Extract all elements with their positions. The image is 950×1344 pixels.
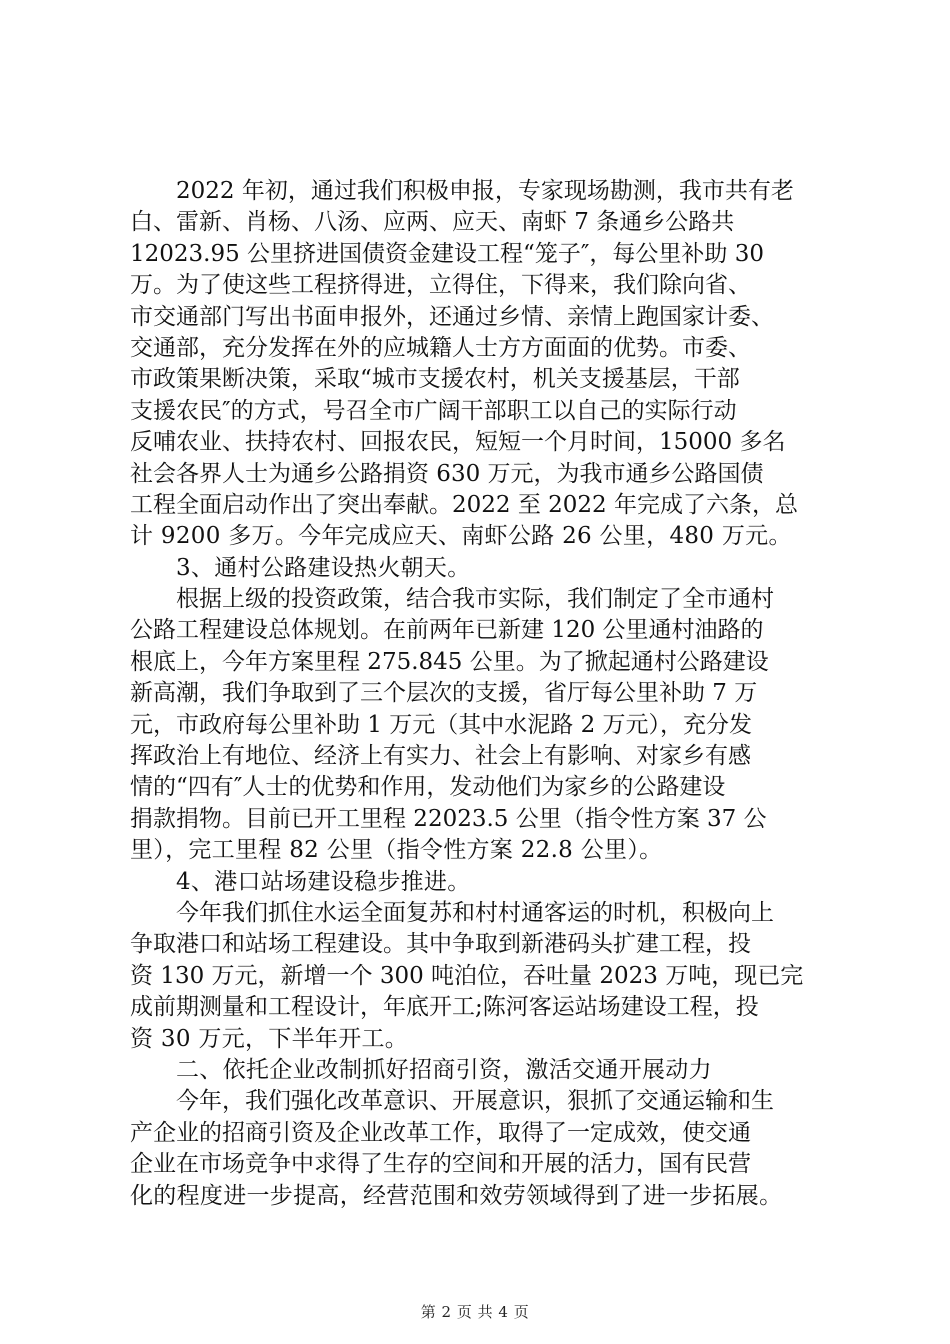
text-line: 公路工程建设总体规划。在前两年已新建 120 公里通村油路的	[130, 617, 764, 644]
paragraph-first-line: 4、港口站场建设稳步推进。	[176, 868, 471, 895]
paragraph-first-line: 3、通村公路建设热火朝天。	[176, 554, 471, 581]
text-line: 情的“四有″人士的优势和作用，发动他们为家乡的公路建设	[130, 774, 726, 801]
text-line: 根底上，今年方案里程 275.845 公里。为了掀起通村公路建设	[130, 648, 769, 675]
text-line: 交通部，充分发挥在外的应城籍人士方方面面的优势。市委、	[130, 334, 751, 361]
text-line: 万。为了使这些工程挤得进，立得住，下得来，我们除向省、	[130, 272, 751, 299]
text-line: 挥政治上有地位、经济上有实力、社会上有影响、对家乡有感	[130, 743, 751, 770]
text-line: 成前期测量和工程设计，年底开工;陈河客运站场建设工程，投	[130, 994, 759, 1021]
text-line: 支援农民″的方式，号召全市广阔干部职工以自己的实际行动	[130, 397, 737, 424]
text-line: 捐款捐物。目前已开工里程 22023.5 公里（指令性方案 37 公	[130, 805, 767, 832]
text-line: 白、雷新、肖杨、八汤、应两、应天、南虾 7 条通乡公路共	[130, 209, 735, 236]
text-line: 元，市政府每公里补助 1 万元（其中水泥路 2 万元），充分发	[130, 711, 753, 738]
paragraph-first-line: 根据上级的投资政策，结合我市实际，我们制定了全市通村	[176, 586, 774, 613]
text-line: 里），完工里程 82 公里（指令性方案 22.8 公里）。	[130, 837, 663, 864]
document-body	[130, 176, 850, 1212]
page-footer: 第 2 页 共 4 页	[420, 1303, 530, 1321]
text-line: 12023.95 公里挤进国债资金建设工程“笼子″，每公里补助 30	[130, 240, 764, 267]
text-line: 资 30 万元，下半年开工。	[130, 1025, 409, 1052]
paragraph-first-line: 今年，我们强化改革意识、开展意识，狠抓了交通运输和生	[176, 1088, 774, 1115]
text-line: 反哺农业、扶持农村、回报农民，短短一个月时间，15000 多名	[130, 429, 786, 456]
text-line: 资 130 万元，新增一个 300 吨泊位，吞吐量 2023 万吨，现已完	[130, 962, 804, 989]
text-line: 市交通部门写出书面申报外，还通过乡情、亲情上跑国家计委、	[130, 303, 774, 330]
text-line: 企业在市场竞争中求得了生存的空间和开展的活力，国有民营	[130, 1151, 751, 1178]
text-line: 市政策果断决策，采取“城市支援农村，机关支援基层，干部	[130, 366, 740, 393]
paragraph-first-line: 二、依托企业改制抓好招商引资，激活交通开展动力	[176, 1056, 712, 1083]
text-line: 计 9200 多万。今年完成应天、南虾公路 26 公里，480 万元。	[130, 523, 792, 550]
text-line: 争取港口和站场工程建设。其中争取到新港码头扩建工程，投	[130, 931, 751, 958]
paragraph-first-line: 今年我们抓住水运全面复苏和村村通客运的时机，积极向上	[176, 899, 774, 926]
text-line: 工程全面启动作出了突出奉献。2022 至 2022 年完成了六条，总	[130, 491, 798, 518]
text-line: 社会各界人士为通乡公路捐资 630 万元，为我市通乡公路国债	[130, 460, 764, 487]
text-line: 产企业的招商引资及企业改革工作，取得了一定成效，使交通	[130, 1119, 751, 1146]
text-line: 化的程度进一步提高，经营范围和效劳领域得到了进一步拓展。	[130, 1182, 783, 1209]
text-line: 新高潮，我们争取到了三个层次的支援，省厅每公里补助 7 万	[130, 680, 758, 707]
paragraph-first-line: 2022 年初，通过我们积极申报，专家现场勘测，我市共有老	[176, 178, 794, 204]
